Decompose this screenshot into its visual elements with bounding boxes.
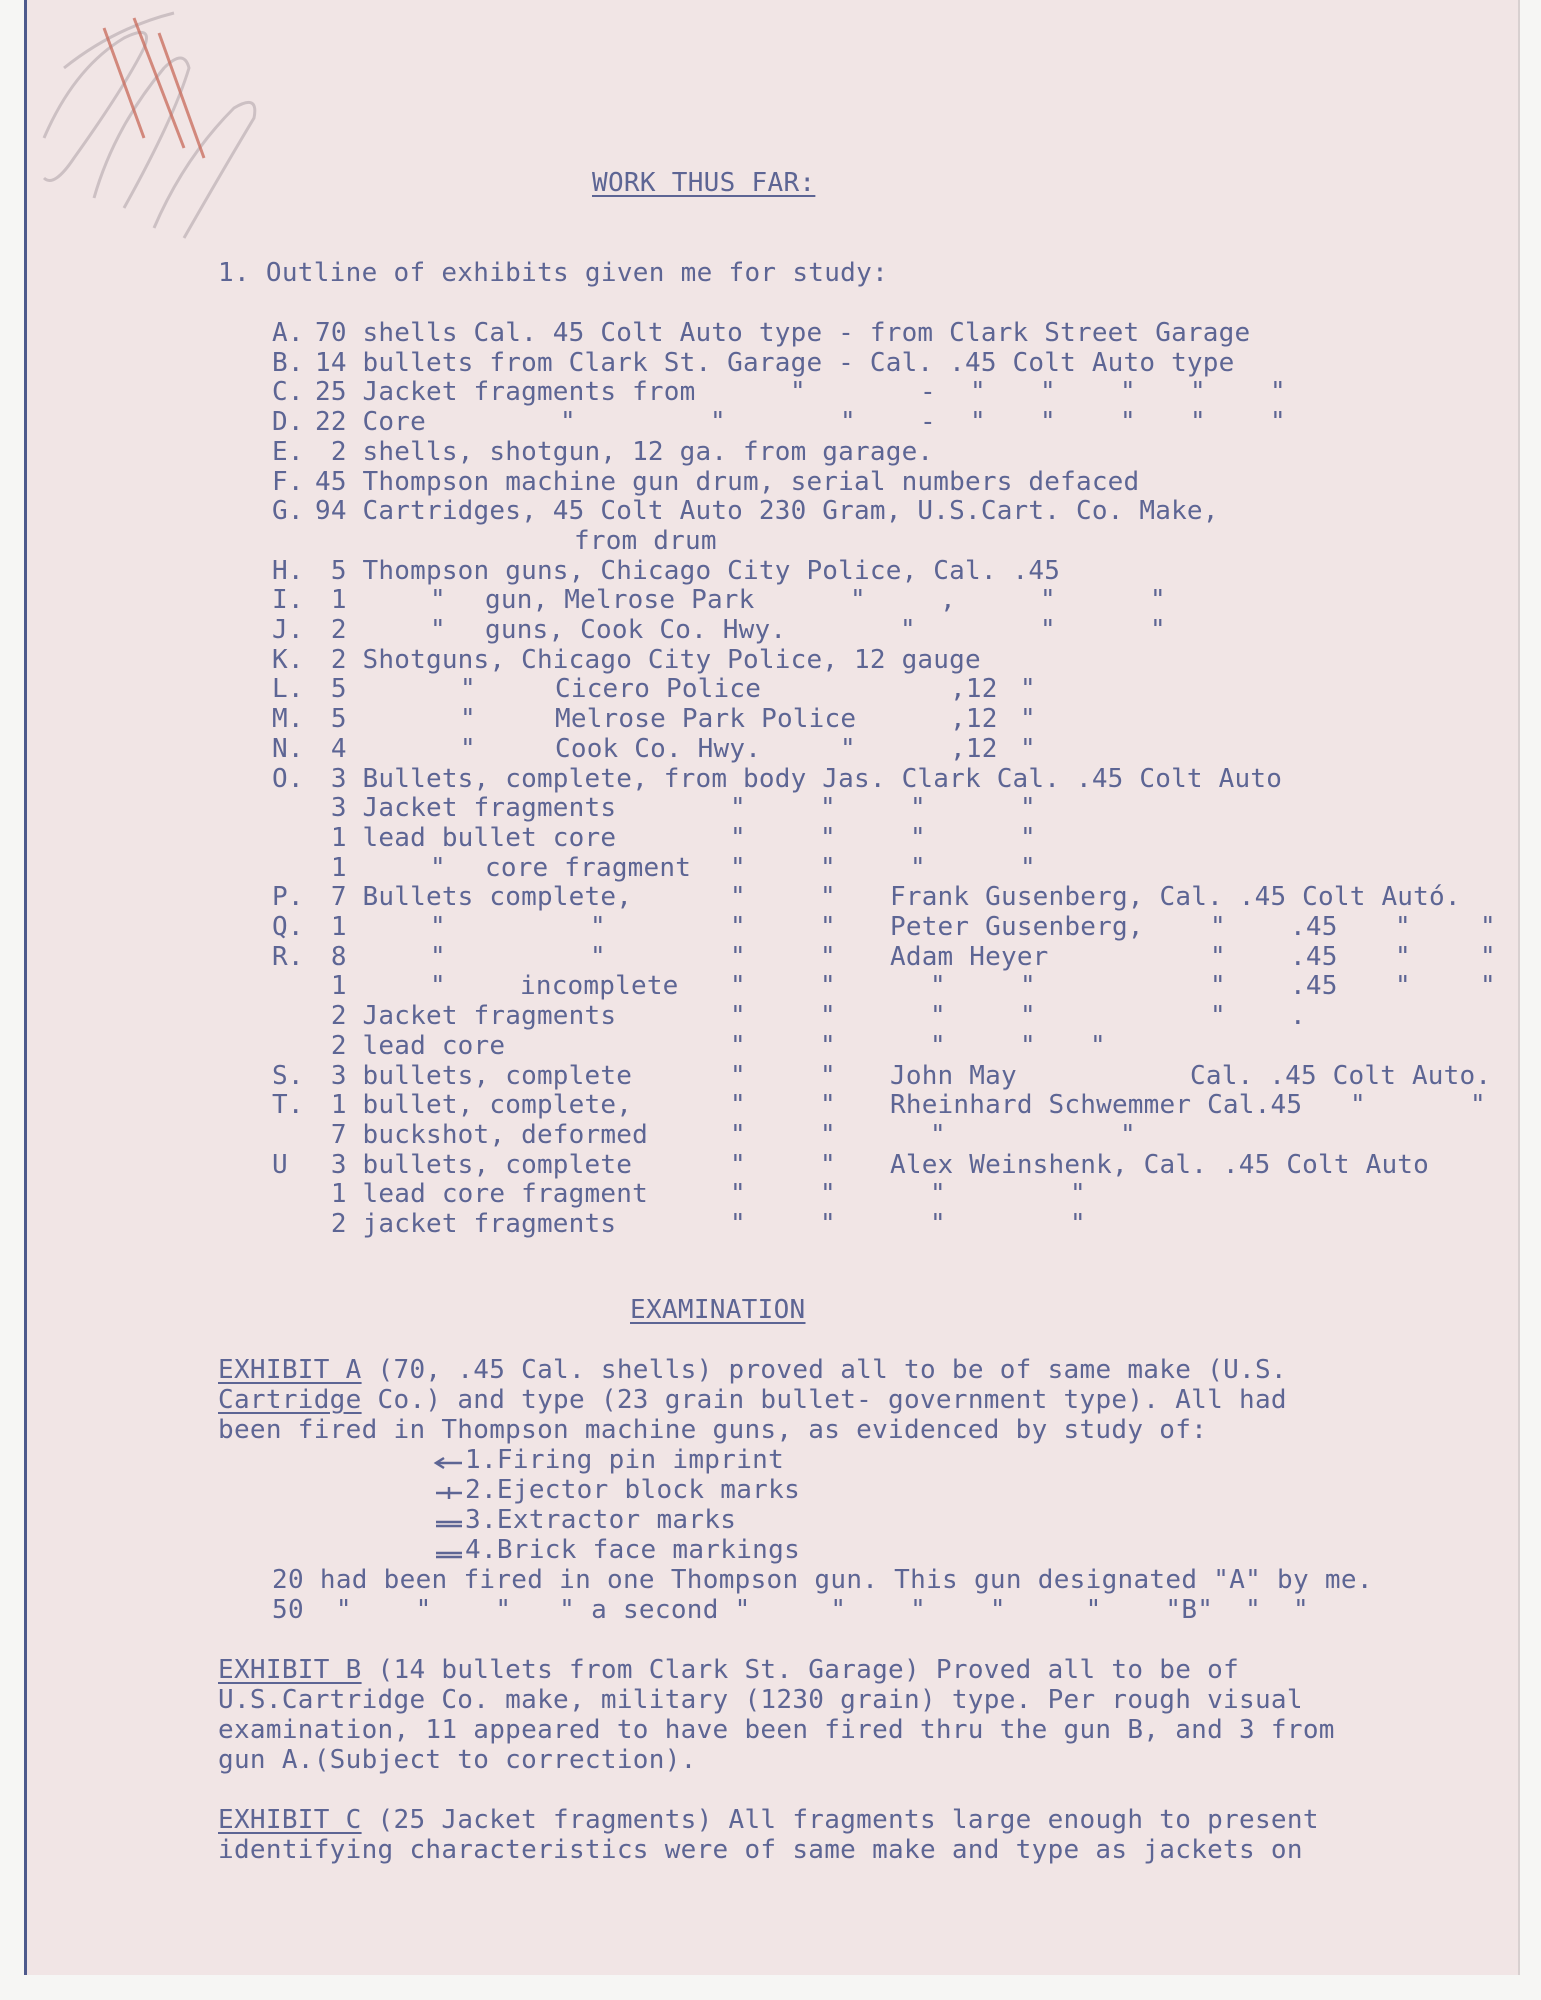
ditto-mark: " bbox=[1210, 912, 1226, 942]
ditto-mark: , bbox=[940, 585, 956, 616]
exhibit-letter: M. bbox=[272, 704, 304, 735]
ditto-mark: " bbox=[820, 1090, 836, 1121]
exhibit-letter: L. bbox=[272, 674, 304, 705]
outline-heading: 1. Outline of exhibits given me for study: bbox=[218, 258, 889, 288]
ditto-mark: " bbox=[820, 1119, 836, 1150]
ditto-mark: " bbox=[730, 882, 746, 913]
exhibit-b-line-4: gun A.(Subject to correction). bbox=[218, 1745, 697, 1775]
ditto-mark: " bbox=[730, 852, 746, 883]
exhibit-description: 1 lead core fragment bbox=[315, 1179, 648, 1210]
ditto-mark: " bbox=[1210, 941, 1226, 972]
ditto-mark: " bbox=[820, 912, 836, 942]
ditto-mark: " bbox=[590, 941, 606, 972]
exhibit-a-item-2: 2.Ejector block marks bbox=[465, 1475, 801, 1505]
ditto-mark: " bbox=[820, 1209, 836, 1239]
ditto-mark: " bbox=[1480, 971, 1496, 1002]
ditto-mark: " bbox=[1070, 1209, 1086, 1239]
ditto-mark: " bbox=[460, 704, 476, 735]
exhibit-letter: F. bbox=[272, 466, 304, 497]
exhibit-description: 1 bbox=[315, 971, 347, 1002]
ditto-mark: Cicero Police bbox=[555, 674, 762, 705]
exhibit-letter: N. bbox=[272, 733, 304, 764]
exhibit-description: 2 shells, shotgun, 12 ga. from garage. bbox=[315, 436, 934, 467]
exhibit-letter: I. bbox=[272, 585, 304, 616]
ditto-mark: " bbox=[1120, 377, 1136, 408]
ditto-mark: " bbox=[910, 793, 926, 824]
arrow-marks-icon bbox=[432, 1455, 466, 1575]
exhibit-c-text-1: (25 Jacket fragments) All fragments large enough to present bbox=[361, 1805, 1319, 1835]
exhibit-description: 5 bbox=[315, 704, 347, 735]
ditto-mark: Peter Gusenberg, bbox=[890, 912, 1144, 942]
exhibit-c-line-1 bbox=[218, 1805, 1319, 1835]
exhibit-letter: T. bbox=[272, 1090, 304, 1121]
ditto-mark: " bbox=[1350, 1090, 1366, 1121]
ditto-mark: core fragment bbox=[485, 852, 692, 883]
exhibit-description: 25 Jacket fragments from bbox=[315, 377, 696, 408]
ditto-mark: " bbox=[1395, 941, 1411, 972]
exhibit-letter: D. bbox=[272, 407, 304, 438]
ditto-mark: " bbox=[560, 407, 576, 438]
ditto-mark: " bbox=[1190, 377, 1206, 408]
exhibit-description: 2 jacket fragments bbox=[315, 1209, 617, 1239]
ditto-mark: guns, Cook Co. Hwy. bbox=[485, 615, 787, 645]
exhibit-a-line-3: been fired in Thompson machine guns, as evidenced by study of: bbox=[218, 1415, 1208, 1445]
ditto-mark: " bbox=[730, 1149, 746, 1180]
ditto-mark: " bbox=[1020, 704, 1036, 735]
ditto-mark: " bbox=[730, 941, 746, 972]
ditto-mark: . bbox=[1290, 1001, 1306, 1032]
exhibit-description: 5 bbox=[315, 674, 347, 705]
ditto-mark: " bbox=[460, 674, 476, 705]
examination-heading: EXAMINATION bbox=[630, 1295, 806, 1325]
exhibit-a-line-2 bbox=[218, 1385, 1287, 1415]
ditto-mark: " bbox=[1120, 407, 1136, 438]
ditto-mark: " bbox=[820, 941, 836, 972]
exhibit-b-text-1: (14 bullets from Clark St. Garage) Proved all to be of bbox=[361, 1655, 1240, 1685]
ditto-mark: " bbox=[1040, 407, 1056, 438]
exhibit-description: 7 buckshot, deformed bbox=[315, 1119, 648, 1150]
ditto-mark: " bbox=[730, 793, 746, 824]
ditto-mark: " bbox=[1190, 407, 1206, 438]
ditto-mark: " bbox=[930, 1030, 946, 1061]
ditto-mark: " bbox=[430, 585, 446, 616]
ditto-mark: - bbox=[920, 377, 936, 408]
exhibit-description: 3 bullets, complete bbox=[315, 1060, 633, 1091]
ditto-mark: " bbox=[730, 971, 746, 1002]
exhibit-description: 7 Bullets complete, bbox=[315, 882, 633, 913]
ditto-mark: ,12 bbox=[950, 674, 998, 705]
ditto-mark: " bbox=[820, 793, 836, 824]
ditto-mark: " bbox=[1150, 615, 1166, 645]
exhibit-letter: S. bbox=[272, 1060, 304, 1091]
ditto-mark: " bbox=[1020, 852, 1036, 883]
ditto-mark: " bbox=[820, 882, 836, 913]
exhibit-a-item-1: 1.Firing pin imprint bbox=[465, 1445, 785, 1475]
page-title: WORK THUS FAR: bbox=[592, 168, 816, 198]
ditto-mark: " bbox=[910, 852, 926, 883]
exhibit-description: 2 lead core bbox=[315, 1030, 506, 1061]
ditto-mark: " bbox=[910, 822, 926, 853]
exhibit-a-item-3: 3.Extractor marks bbox=[465, 1505, 737, 1535]
ditto-mark: " bbox=[1040, 377, 1056, 408]
ditto-mark: " bbox=[930, 1001, 946, 1032]
exhibit-letter: R. bbox=[272, 941, 304, 972]
exhibit-c-line-2: identifying characteristics were of same make and type as jackets on bbox=[218, 1835, 1303, 1865]
exhibit-description: 3 bullets, complete bbox=[315, 1149, 633, 1180]
ditto-mark: " bbox=[1395, 912, 1411, 942]
exhibit-description: 1 bullet, complete, bbox=[315, 1090, 633, 1121]
ditto-mark: " bbox=[460, 733, 476, 764]
ditto-mark: incomplete bbox=[520, 971, 679, 1002]
exhibit-letter: P. bbox=[272, 882, 304, 913]
ditto-mark: " bbox=[730, 1001, 746, 1032]
ditto-mark: " bbox=[730, 822, 746, 853]
exhibit-b-label: EXHIBIT B bbox=[218, 1655, 362, 1685]
ditto-mark: " bbox=[730, 1179, 746, 1210]
ditto-mark: " bbox=[1120, 1119, 1136, 1150]
exhibit-letter: G. bbox=[272, 496, 304, 527]
ditto-mark: " bbox=[1020, 822, 1036, 853]
exhibit-description: 8 bbox=[315, 941, 347, 972]
ditto-mark: " bbox=[1470, 1090, 1486, 1121]
ditto-mark: .45 bbox=[1290, 912, 1338, 942]
ditto-mark: ,12 bbox=[950, 704, 998, 735]
exhibit-description: 2 Shotguns, Chicago City Police, 12 gauge bbox=[315, 644, 981, 675]
exhibit-c-label: EXHIBIT C bbox=[218, 1805, 362, 1835]
ditto-mark: " bbox=[710, 407, 726, 438]
exhibit-letter: E. bbox=[272, 436, 304, 467]
ditto-mark: gun, Melrose Park bbox=[485, 585, 755, 616]
ditto-mark: " bbox=[1020, 1030, 1036, 1061]
ditto-mark: " bbox=[590, 912, 606, 942]
ditto-mark: " bbox=[840, 733, 856, 764]
exhibit-description: 1 bbox=[315, 852, 347, 883]
exhibit-description: 3 Jacket fragments bbox=[315, 793, 617, 824]
ditto-mark: ,12 bbox=[950, 733, 998, 764]
exhibit-b-line-3: examination, 11 appeared to have been fired thru the gun B, and 3 from bbox=[218, 1715, 1335, 1745]
ditto-mark: " bbox=[820, 1149, 836, 1180]
ditto-mark: " bbox=[820, 1030, 836, 1061]
ditto-mark: " bbox=[730, 1119, 746, 1150]
ditto-mark: " bbox=[1040, 585, 1056, 616]
exhibit-a-text-1: (70, .45 Cal. shells) proved all to be of same make (U.S. bbox=[361, 1355, 1287, 1385]
ditto-mark: " bbox=[970, 407, 986, 438]
ditto-mark: " bbox=[820, 1179, 836, 1210]
exhibit-description: 1 bbox=[315, 912, 347, 942]
ditto-mark: " bbox=[730, 1209, 746, 1239]
exhibit-description: 22 Core bbox=[315, 407, 426, 438]
ditto-mark: " bbox=[820, 822, 836, 853]
exhibit-a-line-1 bbox=[218, 1355, 1287, 1385]
exhibit-description: 2 Jacket fragments bbox=[315, 1001, 617, 1032]
exhibit-letter: A. bbox=[272, 318, 304, 348]
exhibit-letter: U bbox=[272, 1149, 288, 1180]
ditto-mark: " bbox=[430, 852, 446, 883]
ditto-mark: " bbox=[1020, 1001, 1036, 1032]
exhibit-letter: C. bbox=[272, 377, 304, 408]
exhibit-a-cartridge-word: Cartridge bbox=[218, 1385, 362, 1415]
ditto-mark: " bbox=[850, 585, 866, 616]
exhibit-letter: O. bbox=[272, 763, 304, 794]
ditto-mark: Melrose Park Police bbox=[555, 704, 857, 735]
ditto-mark: Alex Weinshenk, Cal. .45 Colt Auto bbox=[890, 1149, 1430, 1180]
ditto-mark: " bbox=[730, 912, 746, 942]
ditto-mark: " bbox=[1480, 941, 1496, 972]
exhibit-description: 3 Bullets, complete, from body Jas. Clark Cal. .45 Colt Auto bbox=[315, 763, 1283, 794]
exhibit-a-gun-b-line: 50 " " " " a second " " " " " "B" " " bbox=[272, 1595, 1309, 1625]
exhibit-letter: B. bbox=[272, 347, 304, 378]
ditto-mark: " bbox=[1480, 912, 1496, 942]
exhibit-letter: Q. bbox=[272, 912, 304, 942]
ditto-mark: Cal. .45 Colt Auto. bbox=[1190, 1060, 1492, 1091]
exhibit-description: 1 bbox=[315, 585, 347, 616]
exhibit-description: 1 lead bullet core bbox=[315, 822, 617, 853]
ditto-mark: " bbox=[820, 971, 836, 1002]
ditto-mark: " bbox=[430, 941, 446, 972]
exhibit-description: 14 bullets from Clark St. Garage - Cal. .45 Colt Auto type bbox=[315, 347, 1235, 378]
ditto-mark: " bbox=[1020, 793, 1036, 824]
ditto-mark: " bbox=[1040, 615, 1056, 645]
exhibit-description: 5 Thompson guns, Chicago City Police, Cal. .45 bbox=[315, 555, 1061, 586]
ditto-mark: " bbox=[790, 377, 806, 408]
ditto-mark: " bbox=[1210, 1001, 1226, 1032]
exhibit-letter: K. bbox=[272, 644, 304, 675]
ditto-mark: " bbox=[1270, 407, 1286, 438]
exhibit-description: 94 Cartridges, 45 Colt Auto 230 Gram, U.S.Cart. Co. Make, bbox=[315, 496, 1219, 527]
ditto-mark: " bbox=[730, 1060, 746, 1091]
ditto-mark: John May bbox=[890, 1060, 1017, 1091]
exhibit-b-line-1 bbox=[218, 1655, 1239, 1685]
exhibit-description: 4 bbox=[315, 733, 347, 764]
ditto-mark: " bbox=[930, 1179, 946, 1210]
ditto-mark: " bbox=[1020, 733, 1036, 764]
exhibit-b-line-2: U.S.Cartridge Co. make, military (1230 grain) type. Per rough visual bbox=[218, 1685, 1303, 1715]
ditto-mark: " bbox=[1150, 585, 1166, 616]
ditto-mark: " bbox=[430, 971, 446, 1002]
ditto-mark: - bbox=[920, 407, 936, 438]
exhibit-a-text-2: Co.) and type (23 grain bullet- government type). All had bbox=[361, 1385, 1287, 1415]
ditto-mark: " bbox=[930, 1119, 946, 1150]
ditto-mark: " bbox=[1090, 1030, 1106, 1061]
exhibit-a-item-4: 4.Brick face markings bbox=[465, 1535, 801, 1565]
ditto-mark: Frank Gusenberg, Cal. .45 Colt Autó. bbox=[890, 882, 1461, 913]
ditto-mark: " bbox=[1020, 971, 1036, 1002]
ditto-mark: " bbox=[1070, 1179, 1086, 1210]
ditto-mark: " bbox=[730, 1030, 746, 1061]
ditto-mark: .45 bbox=[1290, 971, 1338, 1002]
ditto-mark: " bbox=[900, 615, 916, 645]
ditto-mark: " bbox=[1270, 377, 1286, 408]
ditto-mark: .45 bbox=[1290, 941, 1338, 972]
ditto-mark: " bbox=[430, 615, 446, 645]
ditto-mark: " bbox=[970, 377, 986, 408]
ditto-mark: " bbox=[1395, 971, 1411, 1002]
exhibit-description: 45 Thompson machine gun drum, serial numbers defaced bbox=[315, 466, 1140, 497]
exhibit-a-label: EXHIBIT A bbox=[218, 1355, 362, 1385]
ditto-mark: " bbox=[820, 1001, 836, 1032]
ditto-mark: " bbox=[820, 1060, 836, 1091]
exhibit-letter: J. bbox=[272, 615, 304, 645]
exhibit-description: 70 shells Cal. 45 Colt Auto type - from Clark Street Garage bbox=[315, 318, 1251, 348]
ditto-mark: Cook Co. Hwy. bbox=[555, 733, 762, 764]
ditto-mark: " bbox=[1210, 971, 1226, 1002]
ditto-mark: " bbox=[430, 912, 446, 942]
ditto-mark: " bbox=[840, 407, 856, 438]
ditto-mark: " bbox=[1020, 674, 1036, 705]
ditto-mark: Rheinhard Schwemmer Cal.45 bbox=[890, 1090, 1303, 1121]
exhibit-letter: H. bbox=[272, 555, 304, 586]
exhibit-description: from drum bbox=[574, 525, 717, 556]
exhibit-description: 2 bbox=[315, 615, 347, 645]
ditto-mark: Adam Heyer bbox=[890, 941, 1049, 972]
ditto-mark: " bbox=[930, 971, 946, 1002]
exhibit-a-gun-a-line: 20 had been fired in one Thompson gun. This gun designated "A" by me. bbox=[272, 1565, 1373, 1595]
ditto-mark: " bbox=[930, 1209, 946, 1239]
ditto-mark: " bbox=[730, 1090, 746, 1121]
ditto-mark: " bbox=[820, 852, 836, 883]
